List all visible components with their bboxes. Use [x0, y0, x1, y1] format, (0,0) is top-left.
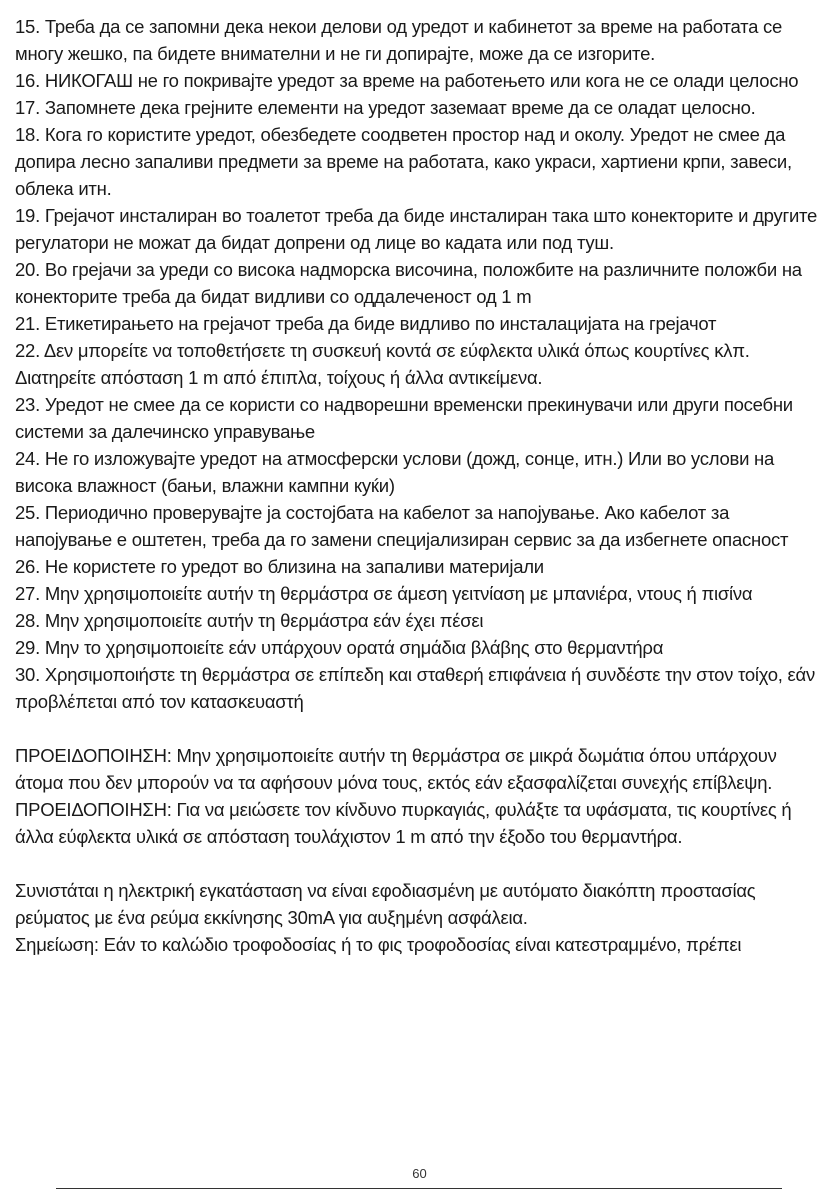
item-25: 25. Периодично проверувајте ја состојбата на кабелот за напојување. Ако кабелот за напојување е оштетен, треба да го замени специјализиран сервис за да избегнете опасност — [15, 502, 789, 550]
item-27: 27. Μην χρησιμοποιείτε αυτήν τη θερμάστρα σε άμεση γειτνίαση με μπανιέρα, ντους ή πισίνα — [15, 583, 753, 604]
footer-divider — [56, 1188, 782, 1189]
item-21: 21. Етикетирањето на грејачот треба да биде видливо по инсталацијата на грејачот — [15, 313, 717, 334]
paragraph-gap — [15, 850, 827, 877]
item-26: 26. Не користете го уредот во близина на запаливи материјали — [15, 556, 544, 577]
item-29: 29. Μην το χρησιμοποιείτε εάν υπάρχουν ορατά σημάδια βλάβης στο θερμαντήρα — [15, 637, 664, 658]
page-number: 60 — [412, 1166, 427, 1181]
item-17: 17. Запомнете дека грејните елементи на уредот заземаат време да се оладат целосно. — [15, 97, 756, 118]
item-16: 16. НИКОГАШ не го покривајте уредот за време на работењето или кога не се олади целосно — [15, 70, 799, 91]
item-18: 18. Кога го користите уредот, обезбедете соодветен простор над и околу. Уредот не смее да допира лесно запаливи предмети за време на работата, како украси, хартиени крпи, завеси, облека итн. — [15, 124, 792, 199]
item-24: 24. Не го изложувајте уредот на атмосферски услови (дожд, сонце, итн.) Или во услови на висока влажност (бањи, влажни кампни куќи) — [15, 448, 775, 496]
item-15: 15. Треба да се запомни дека некои делови од уредот и кабинетот за време на работата се многу жешко, па бидете внимателни и не ги допирајте, може да се изгорите. — [15, 16, 783, 64]
item-30: 30. Χρησιμοποιήστε τη θερμάστρα σε επίπεδη και σταθερή επιφάνεια ή συνδέστε την στον τοίχο, εάν προβλέπεται από τον κατασκευαστή — [15, 664, 815, 712]
item-19: 19. Грејачот инсталиран во тоалетот треба да биде инсталиран така што конекторите и другите регулатори не можат да бидат допрени од лице во кадата или под туш. — [15, 205, 818, 253]
document-body — [15, 13, 827, 958]
item-20: 20. Во грејачи за уреди со висока надморска височина, положбите на различните положби на конекторите треба да бидат видливи со оддалеченост од 1 m — [15, 259, 802, 307]
paragraph-gap — [15, 715, 827, 742]
warning-2: ΠΡΟΕΙΔΟΠΟΙΗΣΗ: Για να μειώσετε τον κίνδυνο πυρκαγιάς, φυλάξτε τα υφάσματα, τις κουρτίνες ή άλλα εύφλεκτα υλικά σε απόσταση τουλάχιστον 1 m από την έξοδο του θερμαντήρα. — [15, 799, 792, 847]
closing-recommendation: Συνιστάται η ηλεκτρική εγκατάσταση να είναι εφοδιασμένη με αυτόματο διακόπτη προστασίας ρεύματος με ένα ρεύμα εκκίνησης 30mA για αυξημένη ασφάλεια. — [15, 880, 756, 928]
item-22: 22. Δεν μπορείτε να τοποθετήσετε τη συσκευή κοντά σε εύφλεκτα υλικά όπως κουρτίνες κλπ. Διατηρείτε απόσταση 1 m από έπιπλα, τοίχους ή άλλα αντικείμενα. — [15, 340, 750, 388]
warning-1: ΠΡΟΕΙΔΟΠΟΙΗΣΗ: Μην χρησιμοποιείτε αυτήν τη θερμάστρα σε μικρά δωμάτια όπου υπάρχουν άτομα που δεν μπορούν να τα αφήσουν μόνα τους, εκτός εάν εξασφαλίζεται συνεχής επίβλεψη. — [15, 745, 777, 793]
item-28: 28. Μην χρησιμοποιείτε αυτήν τη θερμάστρα εάν έχει πέσει — [15, 610, 484, 631]
closing-note: Σημείωση: Εάν το καλώδιο τροφοδοσίας ή το φις τροφοδοσίας είναι κατεστραμμένο, πρέπει — [15, 934, 742, 955]
item-23: 23. Уредот не смее да се користи со надворешни временски прекинувачи или други посебни системи за далечинско управување — [15, 394, 793, 442]
